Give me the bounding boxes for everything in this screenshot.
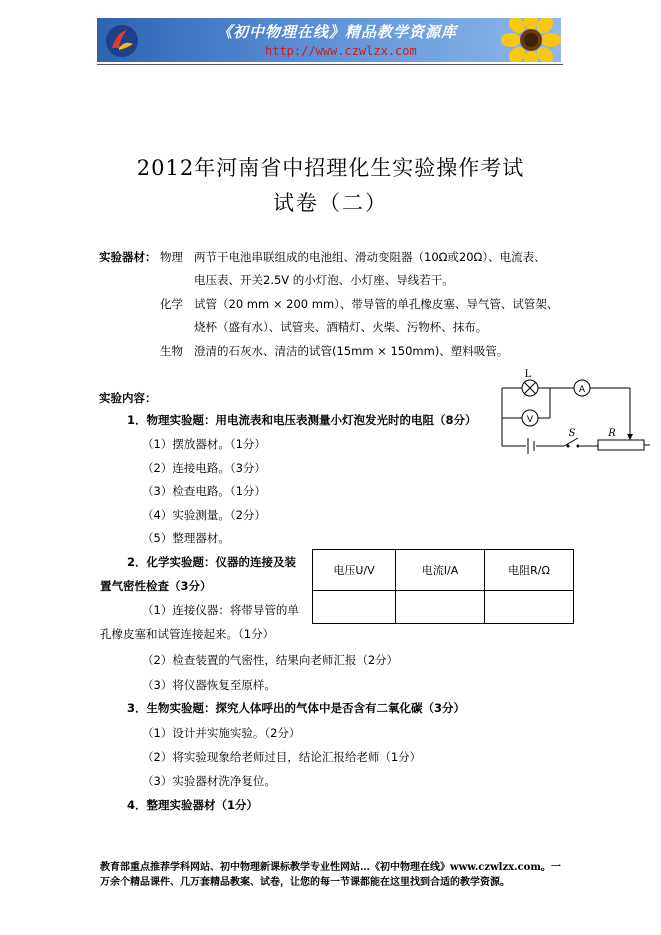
table-header-resistance: 电阻R/Ω — [485, 550, 574, 591]
chemistry-step-2: （2）检查装置的气密性，结果向老师汇报（2分） — [142, 653, 399, 667]
document-subtitle: 试卷（二） — [273, 191, 388, 215]
physics-step-3: （3）检查电路。（1分） — [142, 484, 266, 498]
chemistry-heading-line1: 2．化学实验题：仪器的连接及装 — [127, 555, 296, 569]
biology-heading: 3．生物实验题：探究人体呼出的气体中是否含有二氧化碳（3分） — [127, 701, 465, 715]
switch-label: S — [568, 428, 576, 439]
biology-step-1: （1）设计并实施实验。（2分） — [142, 726, 301, 740]
measurement-table — [312, 549, 574, 624]
equipment-chemistry-subject: 化学 — [160, 297, 183, 311]
physics-step-1: （1）摆放器材。（1分） — [142, 437, 266, 451]
equipment-physics-line1: 两节干电池串联组成的电池组、滑动变阻器（10Ω或20Ω）、电流表、 — [194, 250, 546, 264]
sunflower-icon — [497, 18, 561, 62]
footer-note: 教育部重点推荐学科网站、初中物理新课标教学专业性网站…《初中物理在线》www.czwlzx.com。一万余个精品课件、几万套精品教案、试卷，让您的每一节课都能在这里找到合适的教学资源。 — [100, 862, 561, 888]
physics-step-2: （2）连接电路。（3分） — [142, 461, 266, 475]
switch-contact-icon — [577, 445, 580, 448]
chemistry-step-1-line2: 孔橡皮塞和试管连接起来。（1分） — [100, 627, 275, 641]
equipment-chemistry-line1: 试管（20 mm × 200 mm）、带导管的单孔橡皮塞、导气管、试管架、 — [194, 297, 559, 311]
equipment-physics-line2: 电压表、开关2.5V 的小灯泡、小灯座、导线若干。 — [194, 273, 454, 287]
lamp-label: L — [524, 369, 532, 380]
switch-pivot-icon — [567, 445, 570, 448]
table-row — [313, 591, 574, 624]
rheostat-label: R — [608, 428, 616, 439]
table-cell[interactable] — [485, 591, 574, 624]
voltmeter-label: V — [526, 415, 534, 425]
ammeter-icon — [574, 380, 590, 396]
table-cell[interactable] — [396, 591, 485, 624]
document-title: 2012年河南省中招理化生实验操作考试 — [136, 156, 525, 180]
ammeter-label: A — [578, 385, 586, 395]
banner-url[interactable]: http://www.czwlzx.com — [265, 44, 417, 58]
rheostat-slider-icon — [627, 434, 633, 440]
equipment-biology-line1: 澄清的石灰水、清洁的试管(15mm × 150mm)、塑料吸管。 — [194, 344, 509, 358]
equipment-biology-subject: 生物 — [160, 344, 183, 358]
chemistry-step-1-line1: （1）连接仪器：将带导管的单 — [142, 603, 299, 617]
table-cell[interactable] — [313, 591, 396, 624]
content-label: 实验内容： — [99, 391, 157, 405]
lamp-icon — [522, 380, 538, 396]
header-divider — [97, 64, 563, 65]
equipment-label: 实验器材： — [99, 250, 157, 264]
biology-step-2: （2）将实验现象给老师过目，结论汇报给老师（1分） — [142, 750, 422, 764]
site-logo-icon — [105, 24, 139, 58]
biology-step-3: （3）实验器材洗净复位。 — [142, 774, 276, 788]
voltmeter-icon — [522, 410, 538, 426]
table-header-voltage: 电压U/V — [313, 550, 396, 591]
physics-step-4: （4）实验测量。（2分） — [142, 508, 266, 522]
physics-step-5: （5）整理器材。 — [142, 531, 230, 545]
circuit-diagram — [490, 366, 660, 456]
chemistry-step-3: （3）将仪器恢复至原样。 — [142, 678, 276, 692]
physics-heading: 1．物理实验题：用电流表和电压表测量小灯泡发光时的电阻（8分） — [127, 413, 477, 427]
equipment-chemistry-line2: 烧杯（盛有水）、试管夹、酒精灯、火柴、污物杯、抹布。 — [194, 320, 488, 334]
banner-title: 《初中物理在线》精品教学资源库 — [217, 23, 458, 41]
equipment-physics-subject: 物理 — [160, 250, 183, 264]
table-header-current: 电流I/A — [396, 550, 485, 591]
chemistry-heading-line2: 置气密性检查（3分） — [100, 579, 212, 593]
table-header-row — [313, 550, 574, 591]
header-banner — [97, 18, 561, 62]
final-task: 4．整理实验器材（1分） — [127, 798, 259, 812]
